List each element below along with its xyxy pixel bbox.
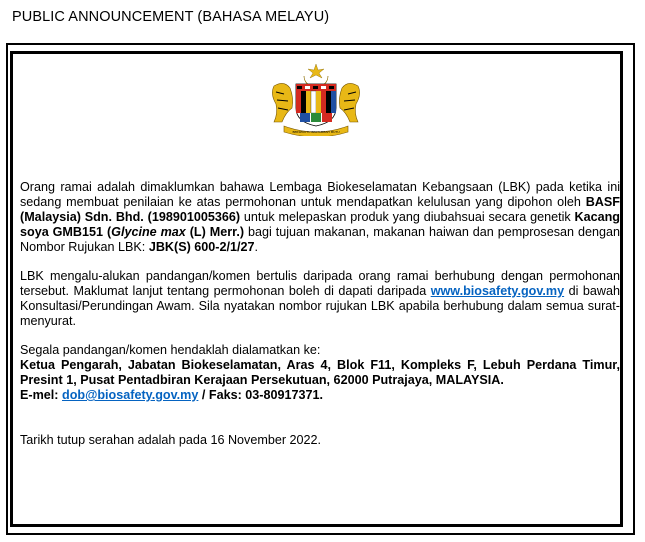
announcement-body xyxy=(20,180,620,462)
product-name: Kacang soya GMB151 (Glycine max (L) Merr.) xyxy=(20,210,620,239)
reference-number: JBK(S) 600-2/1/27 xyxy=(148,240,255,254)
paragraph-comments: LBK mengalu-alukan pandangan/komen bertulis daripada orang ramai berhubung dengan permohonan tersebut. Maklumat lanjut tentang permohonan boleh di dapati daripada www.biosafety.gov.my di bawah Konsultasi/Perundingan Awam. Sila nyatakan nombor rujukan LBK apabila berhubung dalam semua surat-menyurat. xyxy=(20,269,620,328)
malaysia-coat-of-arms-icon xyxy=(264,64,368,136)
address-intro: Segala pandangan/komen hendaklah dialamatkan ke: xyxy=(20,343,321,357)
paragraph-address xyxy=(20,343,620,403)
crest-motto: BERSEKUTU BERTAMBAH MUTU xyxy=(292,130,340,134)
contact-line: E-mel: dob@biosafety.gov.my / Faks: 03-80917371. xyxy=(20,388,324,402)
biosafety-website-link[interactable]: www.biosafety.gov.my xyxy=(430,284,565,298)
page-heading: PUBLIC ANNOUNCEMENT (BAHASA MELAYU) xyxy=(12,9,330,25)
paragraph-application: Orang ramai adalah dimaklumkan bahawa Lembaga Biokeselamatan Kebangsaan (LBK) pada ketika ini sedang membuat penilaian ke atas permohonan untuk mendapatkan kelulusan yang dipohon oleh BASF (Malaysia) Sdn. Bhd. (198901005366) untuk melepaskan produk yang diubahsuai secara genetik Kacang soya GMB151 (Glycine max (L) Merr.) bagi tujuan makanan, makanan haiwan dan pemprosesan dengan Nombor Rujukan LBK: JBK(S) 600-2/1/27. xyxy=(20,180,620,254)
closing-date: Tarikh tutup serahan adalah pada 16 November 2022. xyxy=(20,433,322,447)
email-link[interactable]: dob@biosafety.gov.my xyxy=(62,388,199,402)
applicant-company: BASF (Malaysia) Sdn. Bhd. (198901005366) xyxy=(20,195,620,224)
postal-address: Ketua Pengarah, Jabatan Biokeselamatan, Aras 4, Blok F11, Kompleks F, Lebuh Perdana Timur, Presint 1, Pusat Pentadbiran Kerajaan Persekutuan, 62000 Putrajaya, MALAYSIA. xyxy=(20,358,620,387)
